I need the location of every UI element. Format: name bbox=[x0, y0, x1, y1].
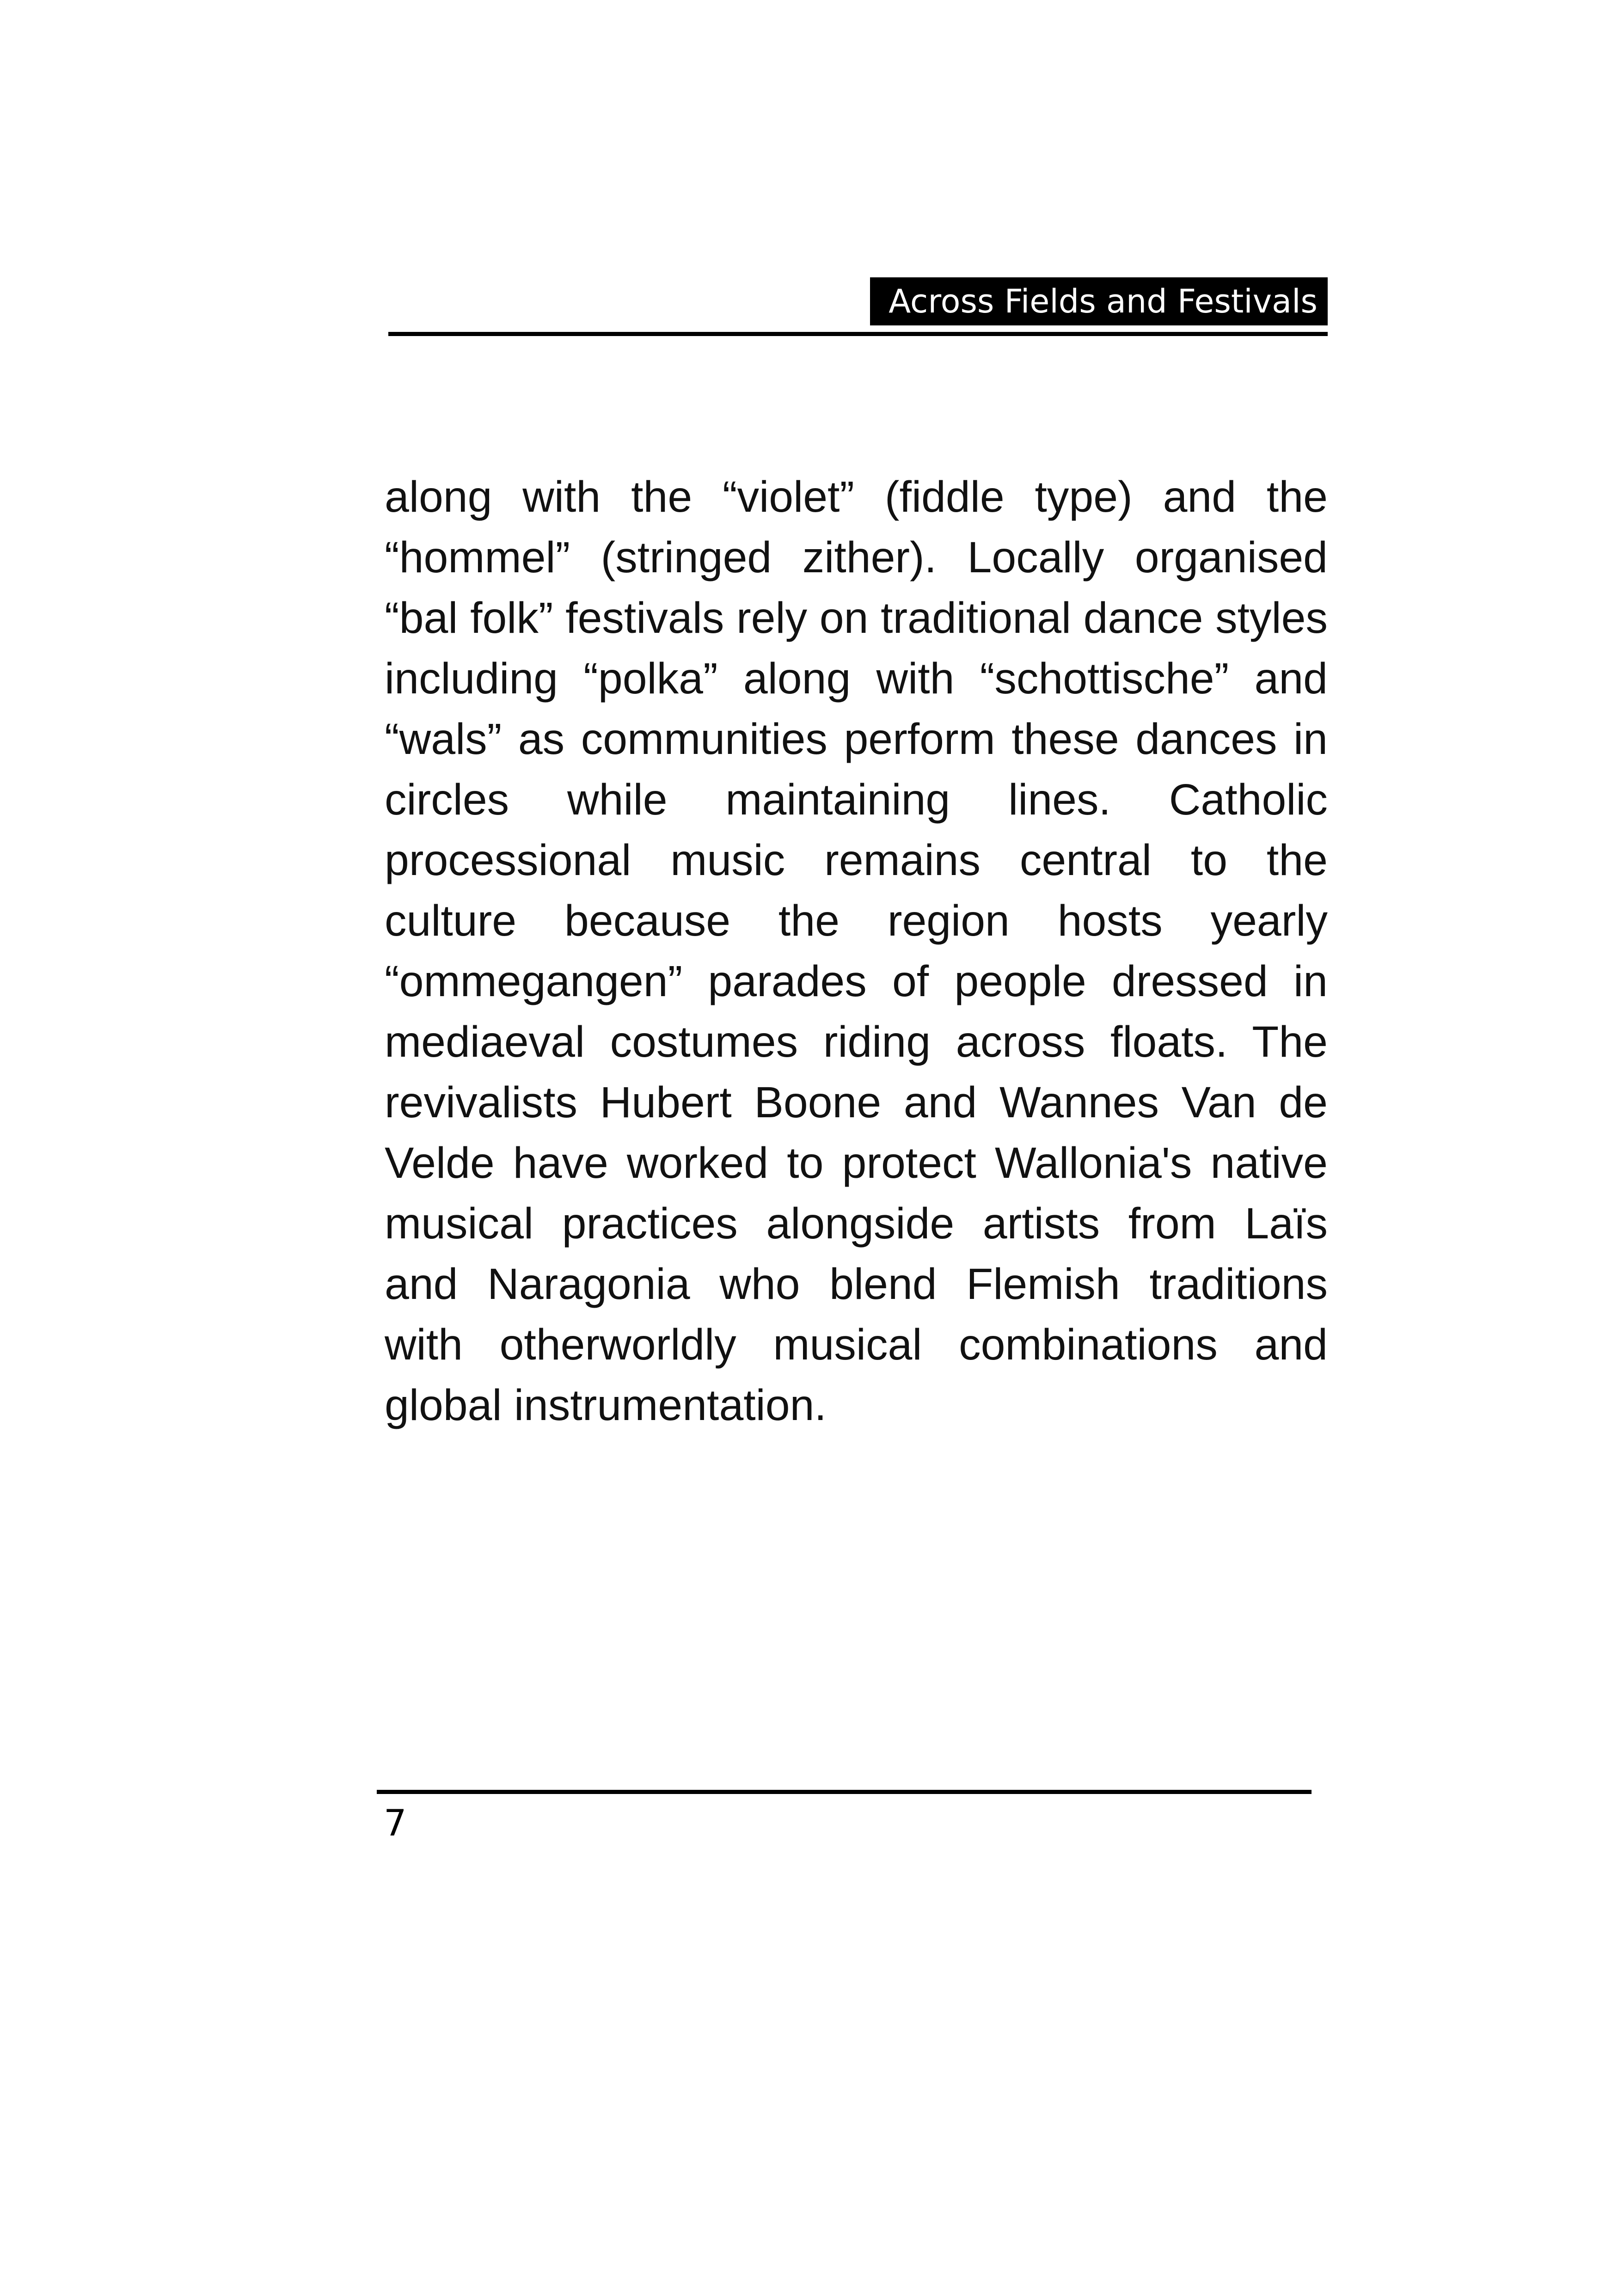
footer-rule bbox=[377, 1790, 1312, 1794]
running-header-title: Across Fields and Festivals bbox=[870, 277, 1328, 325]
running-header bbox=[388, 277, 1328, 337]
header-rule bbox=[388, 332, 1328, 336]
body-paragraph: along with the “violet” (fiddle type) and the “hommel” (stringed zither). Locally organised “bal folk” festivals rely on traditional dance styles including “polka” along with “schottische” and “wals” as communities perform these dances in circles while maintaining lines. Catholic processional music remains central to the culture because the region hosts yearly “ommegangen” parades of people dressed in mediaeval costumes riding across floats. The revivalists Hubert Boone and Wannes Van de Velde have worked to protect Wallonia's native musical practices alongside artists from Laïs and Naragonia who blend Flemish traditions with otherworldly musical combinations and global instrumentation. bbox=[385, 472, 1328, 1430]
page-number: 7 bbox=[384, 1803, 407, 1844]
